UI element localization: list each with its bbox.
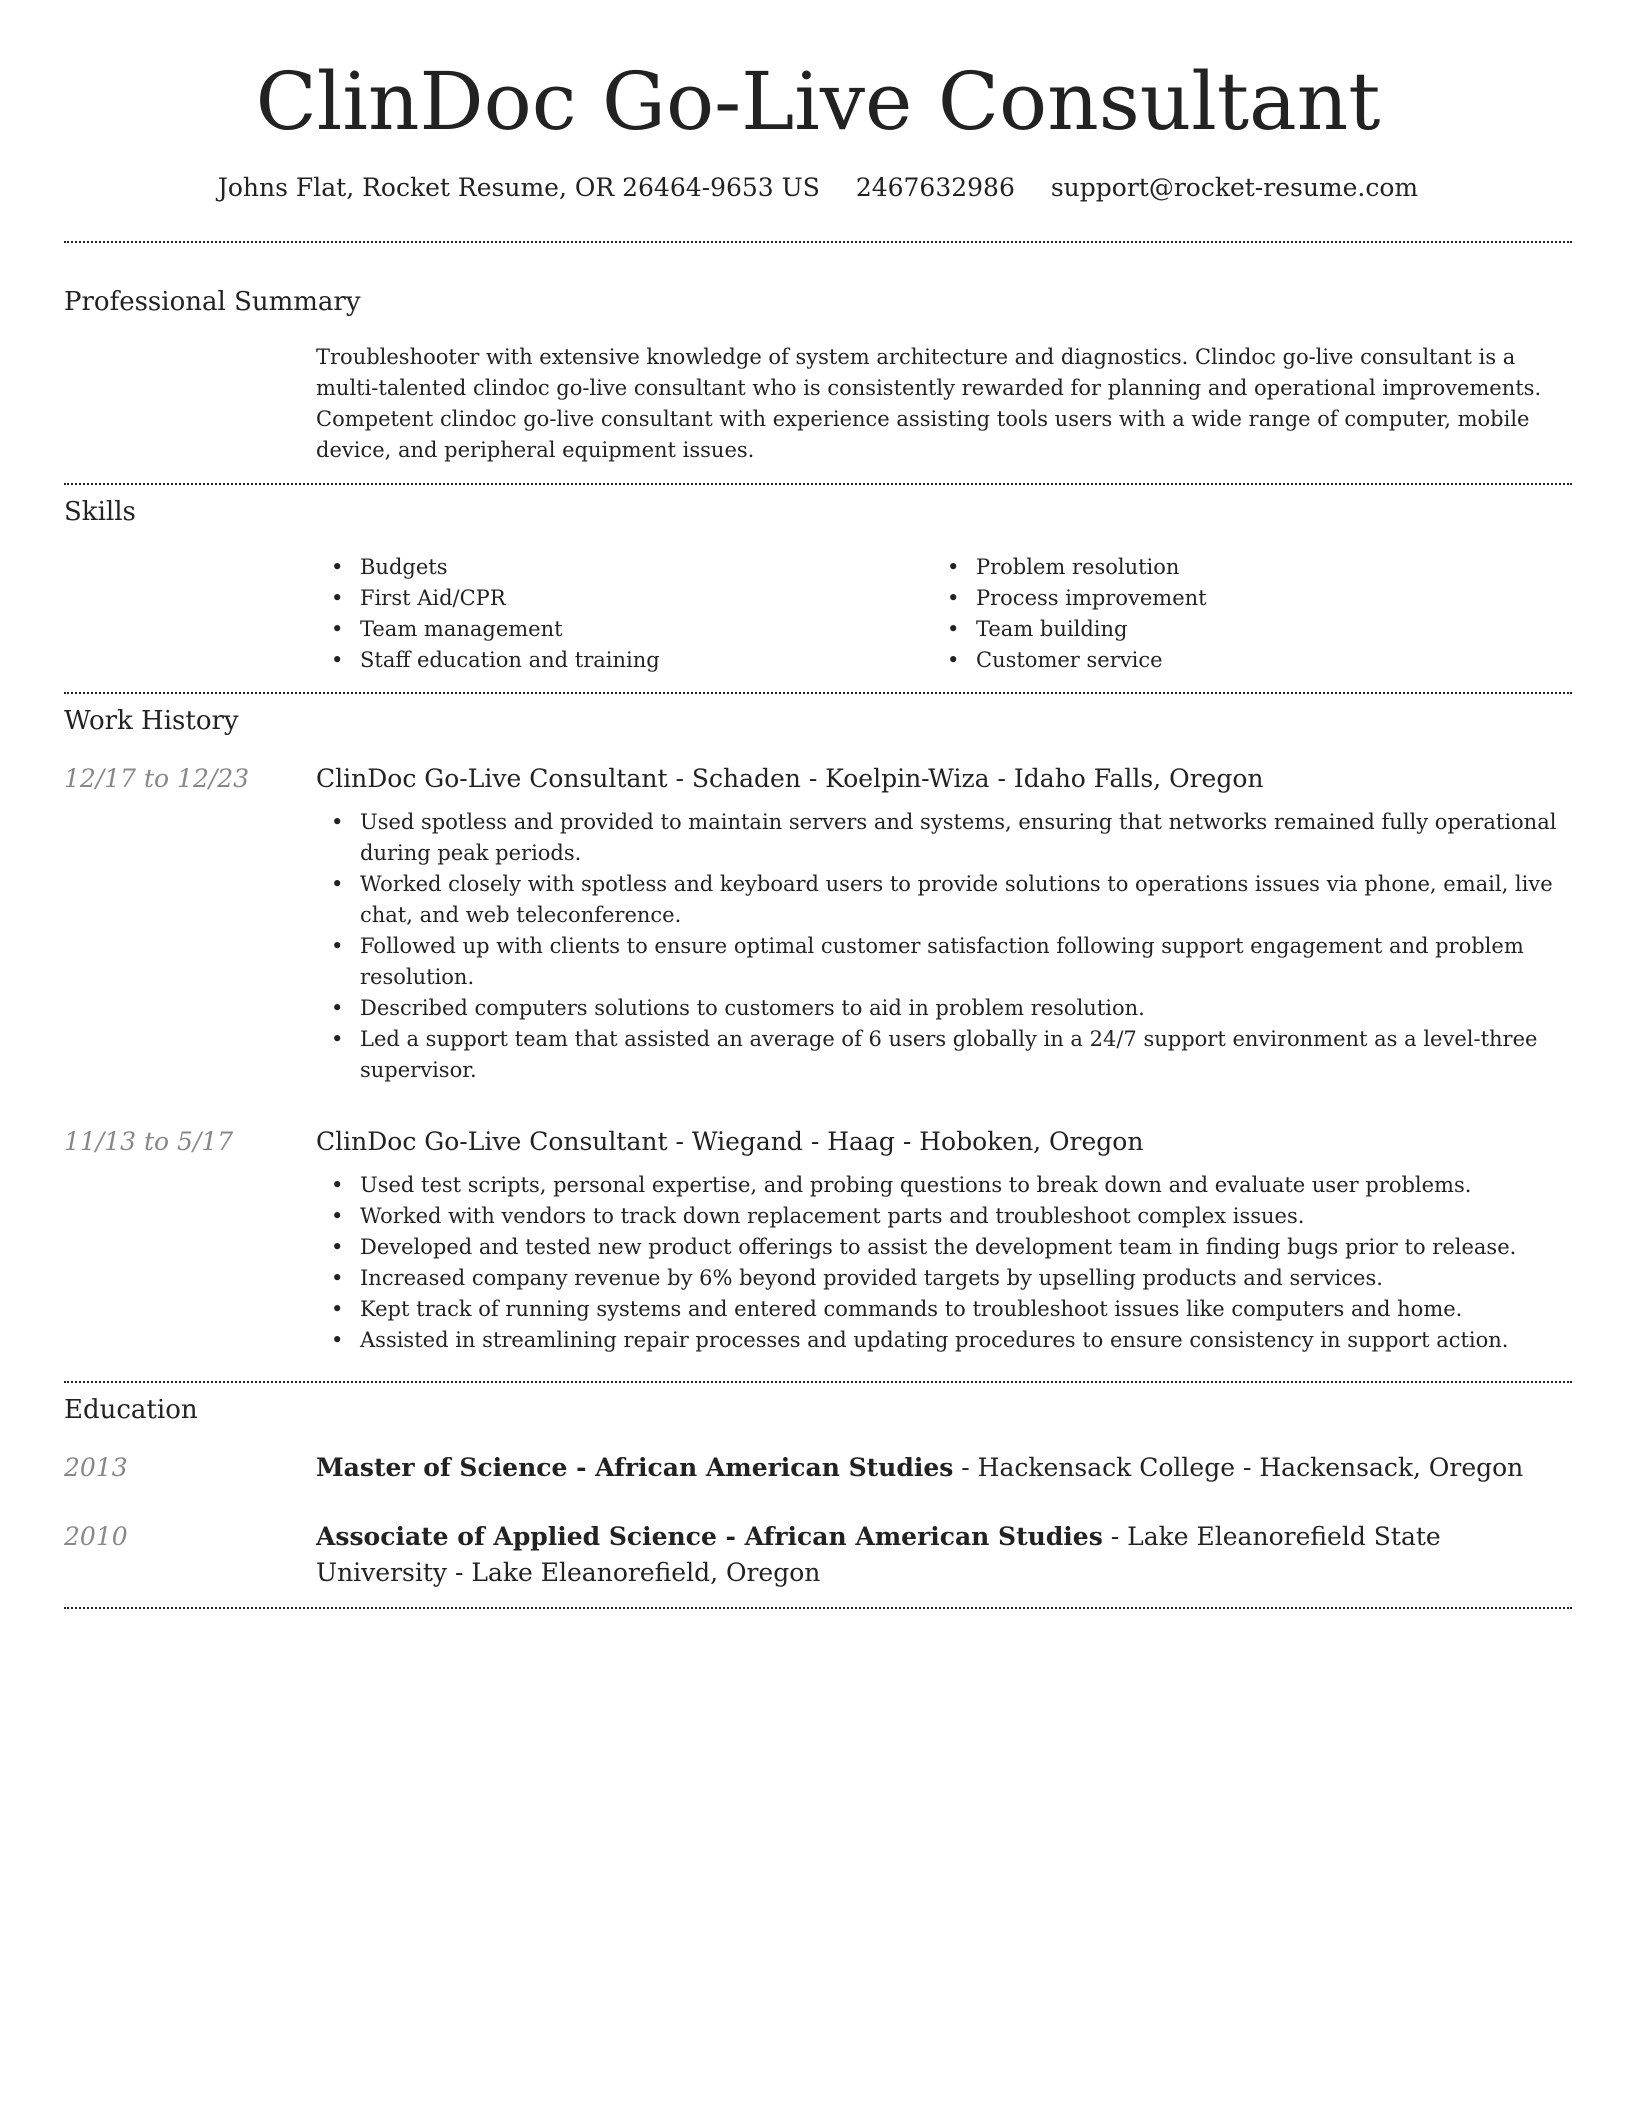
job-bullet: • Worked closely with spotless and keyboard users to provide solutions to operations issues via phone, email, live chat, and web teleconference. xyxy=(316,869,1572,931)
job-bullet: • Developed and tested new product offerings to assist the development team in finding bugs prior to release. xyxy=(316,1232,1572,1263)
divider xyxy=(64,1381,1572,1383)
job-bullet: • Described computers solutions to customers to aid in problem resolution. xyxy=(316,993,1572,1024)
skills-block xyxy=(316,552,1572,676)
section-title-summary: Professional Summary xyxy=(64,287,361,317)
job-title: ClinDoc Go-Live Consultant xyxy=(316,764,668,793)
job-dates: 12/17 to 12/23 xyxy=(64,764,250,793)
candidate-name: ClinDoc Go-Live Consultant xyxy=(255,55,1381,148)
education-school: - Lake Eleanorefield State University - Lake Eleanorefield, Oregon xyxy=(316,1522,1441,1587)
contact-address: Johns Flat, Rocket Resume, OR 26464-9653 US xyxy=(217,173,820,202)
education-degree: Associate of Applied Science - African American Studies xyxy=(316,1522,1103,1551)
education-text xyxy=(316,1519,1572,1591)
job-bullets xyxy=(316,1170,1572,1356)
summary-block xyxy=(316,342,1572,466)
divider xyxy=(64,241,1572,243)
education-text xyxy=(316,1450,1572,1486)
education-entry xyxy=(316,1519,1572,1591)
job-heading xyxy=(316,1124,1572,1160)
education-year: 2010 xyxy=(64,1522,128,1551)
divider xyxy=(64,692,1572,694)
divider xyxy=(64,1607,1572,1609)
job-entry xyxy=(316,1124,1572,1356)
job-employer: - Wiegand - Haag - Hoboken, Oregon xyxy=(667,1127,1144,1156)
summary-text: Troubleshooter with extensive knowledge of system architecture and diagnostics. Clindoc go-live consultant is a multi-talented clindoc go-live consultant who is consistently rewarded for planning and operational improvements. Competent clindoc go-live consultant with experience assisting tools users with a wide range of computer, mobile device, and peripheral equipment issues. xyxy=(316,345,1542,462)
skill-item: • Process improvement xyxy=(932,583,1532,614)
skill-item: • Budgets xyxy=(316,552,916,583)
contact-phone: 2467632986 xyxy=(855,173,1015,202)
job-title: ClinDoc Go-Live Consultant xyxy=(316,1127,668,1156)
skill-item: • First Aid/CPR xyxy=(316,583,916,614)
job-dates: 11/13 to 5/17 xyxy=(64,1127,234,1156)
job-employer: - Schaden - Koelpin-Wiza - Idaho Falls, Oregon xyxy=(667,764,1264,793)
job-heading xyxy=(316,761,1572,797)
education-year: 2013 xyxy=(64,1453,128,1482)
education-degree: Master of Science - African American Studies xyxy=(316,1453,954,1482)
skill-item: • Customer service xyxy=(932,645,1532,676)
job-bullet: • Kept track of running systems and entered commands to troubleshoot issues like computers and home. xyxy=(316,1294,1572,1325)
job-bullet: • Used test scripts, personal expertise, and probing questions to break down and evaluate user problems. xyxy=(316,1170,1572,1201)
section-title-skills: Skills xyxy=(64,497,136,527)
job-bullets xyxy=(316,807,1572,1086)
contact-line xyxy=(64,170,1572,206)
education-entry xyxy=(316,1450,1572,1486)
job-bullet: • Increased company revenue by 6% beyond provided targets by upselling products and services. xyxy=(316,1263,1572,1294)
job-bullet: • Led a support team that assisted an average of 6 users globally in a 24/7 support environment as a level-three supervisor. xyxy=(316,1024,1572,1086)
divider xyxy=(64,483,1572,485)
skill-item: • Problem resolution xyxy=(932,552,1532,583)
section-title-work: Work History xyxy=(64,706,239,736)
skills-column-left xyxy=(316,552,916,676)
skill-item: • Team management xyxy=(316,614,916,645)
job-bullet: • Worked with vendors to track down replacement parts and troubleshoot complex issues. xyxy=(316,1201,1572,1232)
job-bullet: • Assisted in streamlining repair processes and updating procedures to ensure consistency in support action. xyxy=(316,1325,1572,1356)
education-school: - Hackensack College - Hackensack, Oregon xyxy=(953,1453,1524,1482)
job-bullet: • Followed up with clients to ensure optimal customer satisfaction following support engagement and problem resolution. xyxy=(316,931,1572,993)
contact-email: support@rocket-resume.com xyxy=(1050,173,1419,202)
skill-item: • Team building xyxy=(932,614,1532,645)
job-bullet: • Used spotless and provided to maintain servers and systems, ensuring that networks remained fully operational during peak periods. xyxy=(316,807,1572,869)
skills-column-right xyxy=(932,552,1532,676)
section-title-education: Education xyxy=(64,1395,198,1425)
skill-item: • Staff education and training xyxy=(316,645,916,676)
job-entry xyxy=(316,761,1572,1086)
